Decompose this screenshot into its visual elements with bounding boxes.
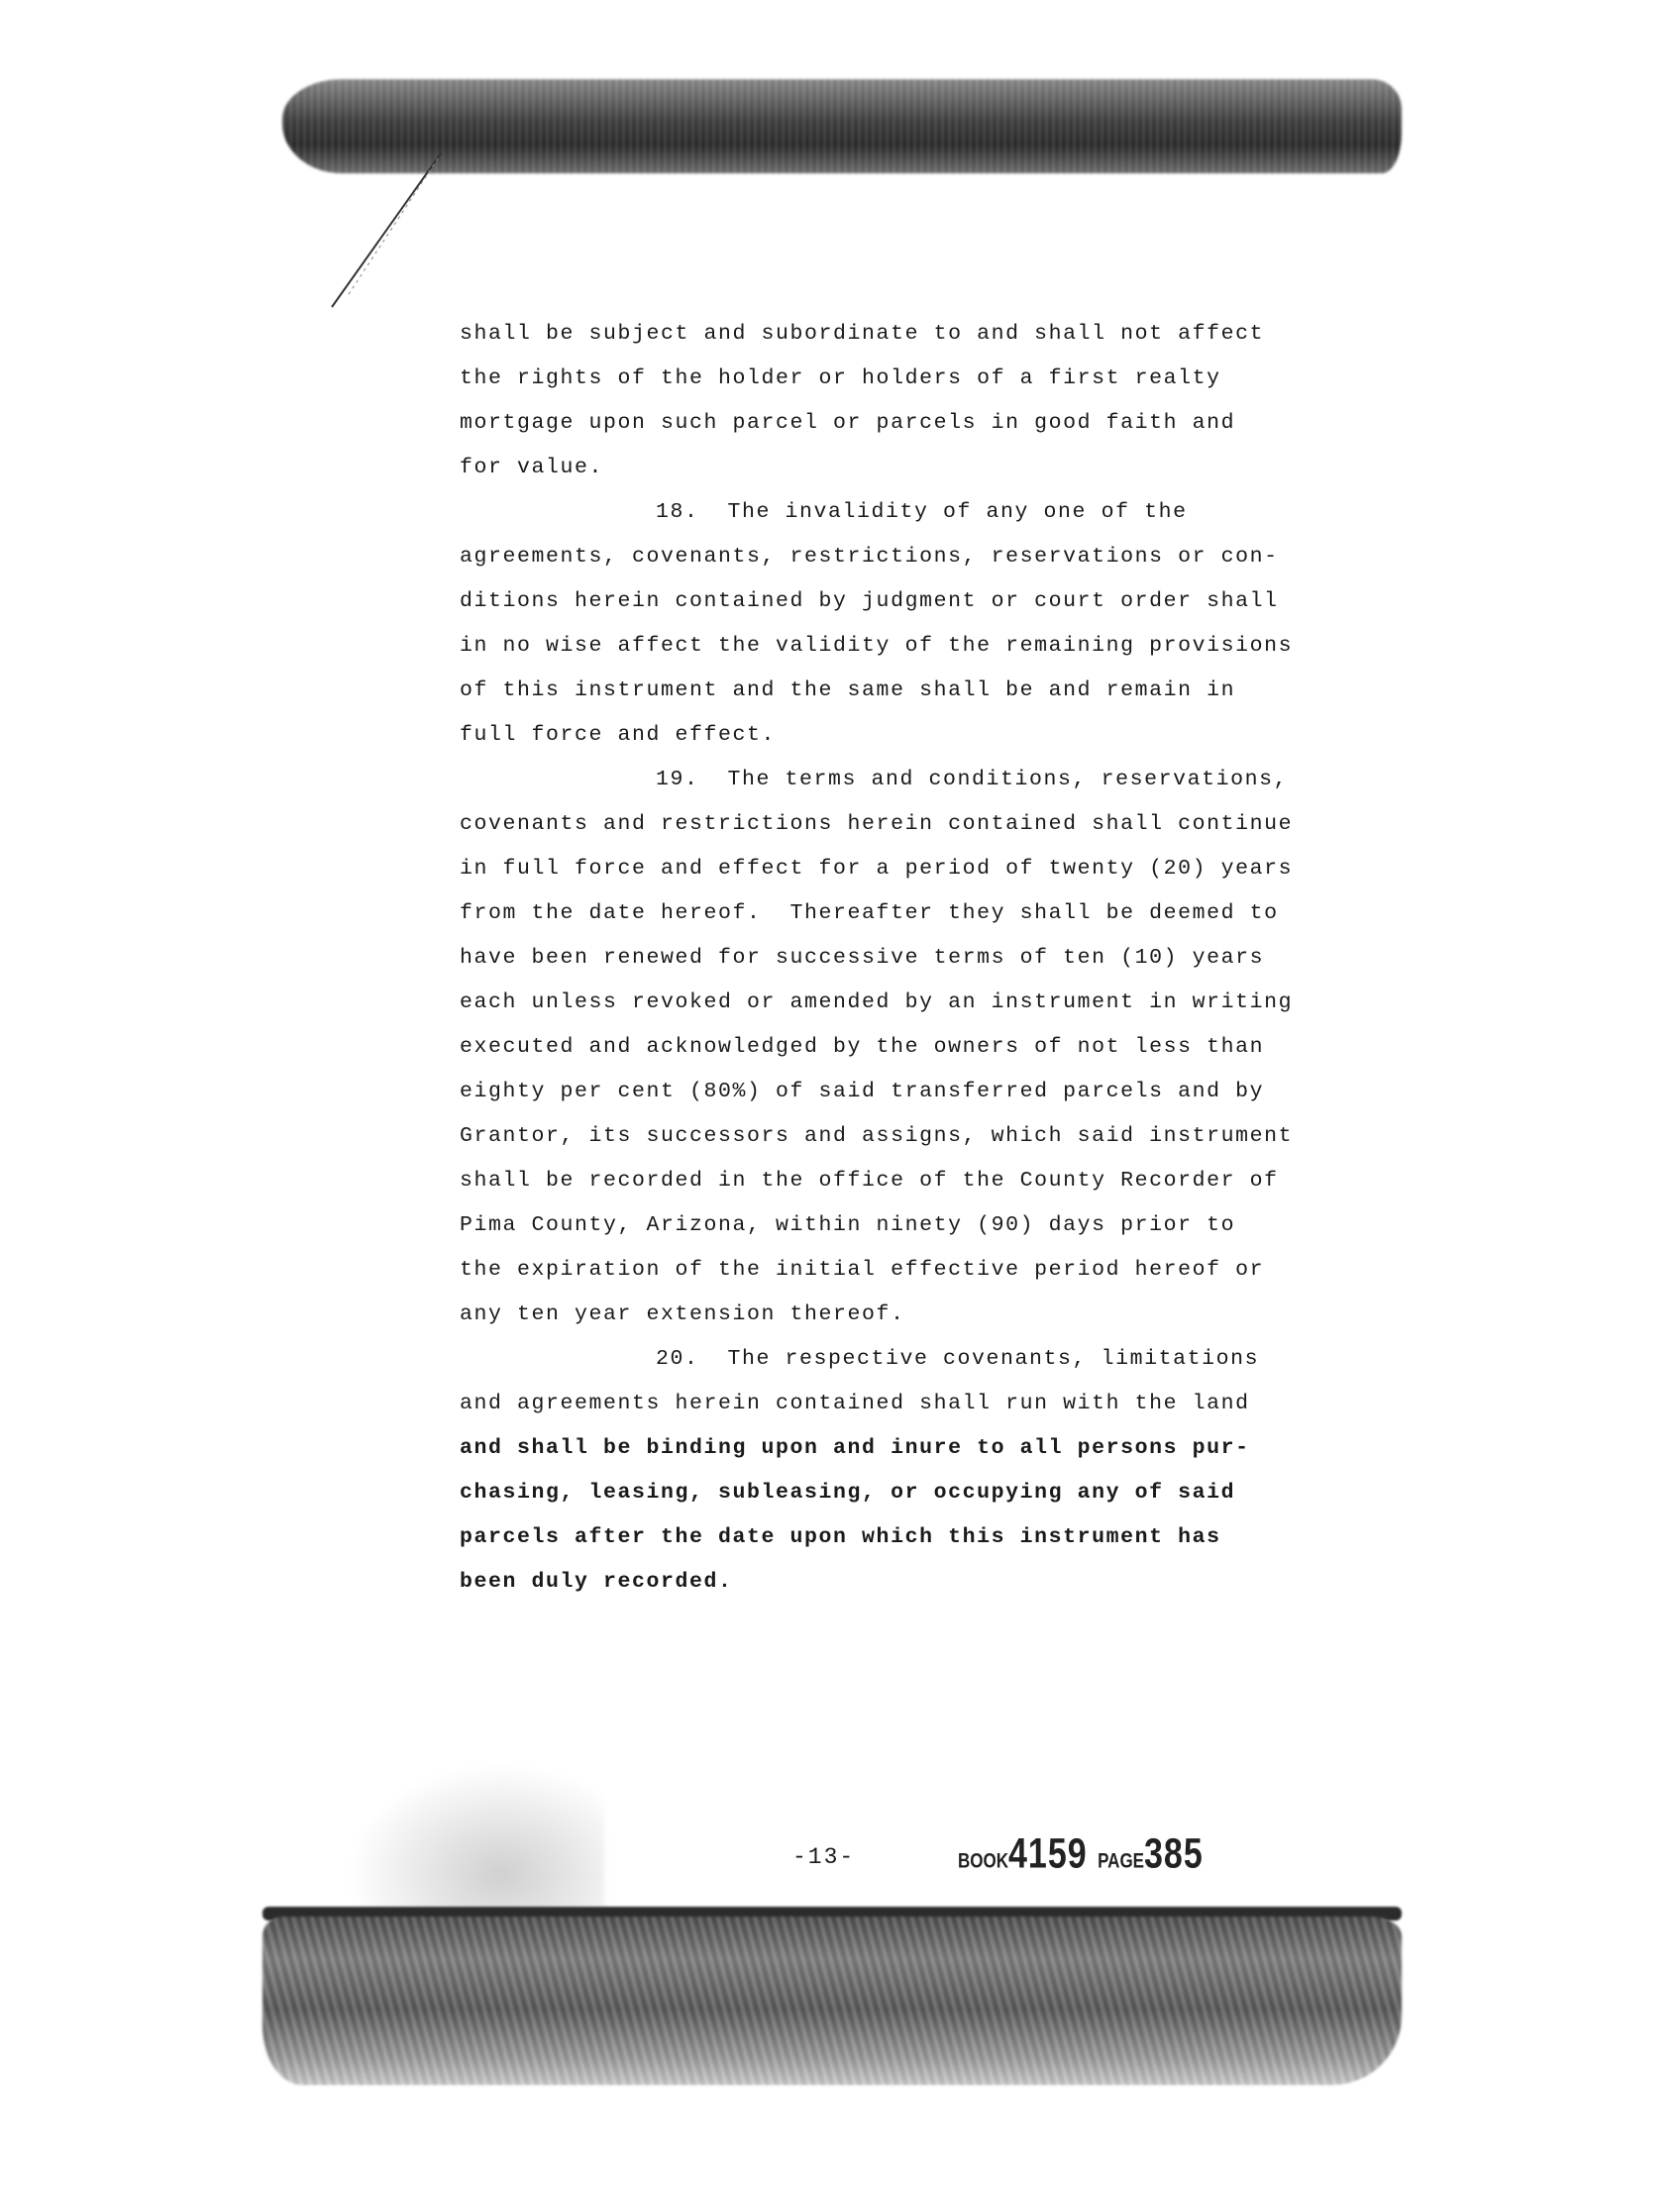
book-label: BOOK xyxy=(958,1848,1008,1873)
book-page-stamp xyxy=(958,1830,1204,1879)
scan-shadow-top xyxy=(282,79,1402,173)
page-number: -13- xyxy=(792,1844,856,1870)
text-line: the expiration of the initial effective period hereof or xyxy=(460,1258,1265,1282)
text-line: full force and effect. xyxy=(460,723,777,747)
text-line: in full force and effect for a period of twenty (20) years xyxy=(460,857,1294,881)
text-line: and shall be binding upon and inure to all persons pur- xyxy=(460,1436,1250,1460)
text-line: mortgage upon such parcel or parcels in good faith and xyxy=(460,411,1236,435)
text-line: in no wise affect the validity of the remaining provisions xyxy=(460,634,1294,658)
text-line: for value. xyxy=(460,456,604,479)
text-line: parcels after the date upon which this instrument has xyxy=(460,1525,1221,1549)
paragraph-19-start: 19. The terms and conditions, reservations, xyxy=(656,768,1289,791)
text-line: ditions herein contained by judgment or court order shall xyxy=(460,589,1279,613)
page-ref: 385 xyxy=(1144,1830,1204,1878)
text-line: the rights of the holder or holders of a first realty xyxy=(460,366,1221,390)
scan-shadow-bottom xyxy=(262,1917,1402,2085)
page-label: PAGE xyxy=(1098,1848,1145,1873)
text-line: covenants and restrictions herein contained shall continue xyxy=(460,812,1294,836)
text-line: from the date hereof. Thereafter they shall be deemed to xyxy=(460,901,1279,925)
paragraph-18-start: 18. The invalidity of any one of the xyxy=(656,500,1188,524)
text-line: shall be subject and subordinate to and shall not affect xyxy=(460,322,1265,346)
pen-stroke-mark xyxy=(327,149,446,317)
text-line: of this instrument and the same shall be and remain in xyxy=(460,678,1236,702)
text-line: agreements, covenants, restrictions, reservations or con- xyxy=(460,545,1279,569)
book-number: 4159 xyxy=(1008,1830,1088,1878)
text-line: executed and acknowledged by the owners of not less than xyxy=(460,1035,1265,1059)
text-line: each unless revoked or amended by an instrument in writing xyxy=(460,990,1294,1014)
text-line: been duly recorded. xyxy=(460,1570,733,1594)
text-line: chasing, leasing, subleasing, or occupying any of said xyxy=(460,1481,1236,1505)
text-line: any ten year extension thereof. xyxy=(460,1302,905,1326)
text-line: shall be recorded in the office of the County Recorder of xyxy=(460,1169,1279,1193)
text-line: Grantor, its successors and assigns, which said instrument xyxy=(460,1124,1294,1148)
document-body xyxy=(460,312,1294,1605)
text-line: eighty per cent (80%) of said transferred parcels and by xyxy=(460,1080,1265,1103)
text-line: and agreements herein contained shall run with the land xyxy=(460,1392,1250,1415)
paragraph-20-start: 20. The respective covenants, limitations xyxy=(656,1347,1260,1371)
scan-noise xyxy=(347,1763,604,1922)
text-line: Pima County, Arizona, within ninety (90) days prior to xyxy=(460,1213,1236,1237)
text-line: have been renewed for successive terms of ten (10) years xyxy=(460,946,1265,970)
